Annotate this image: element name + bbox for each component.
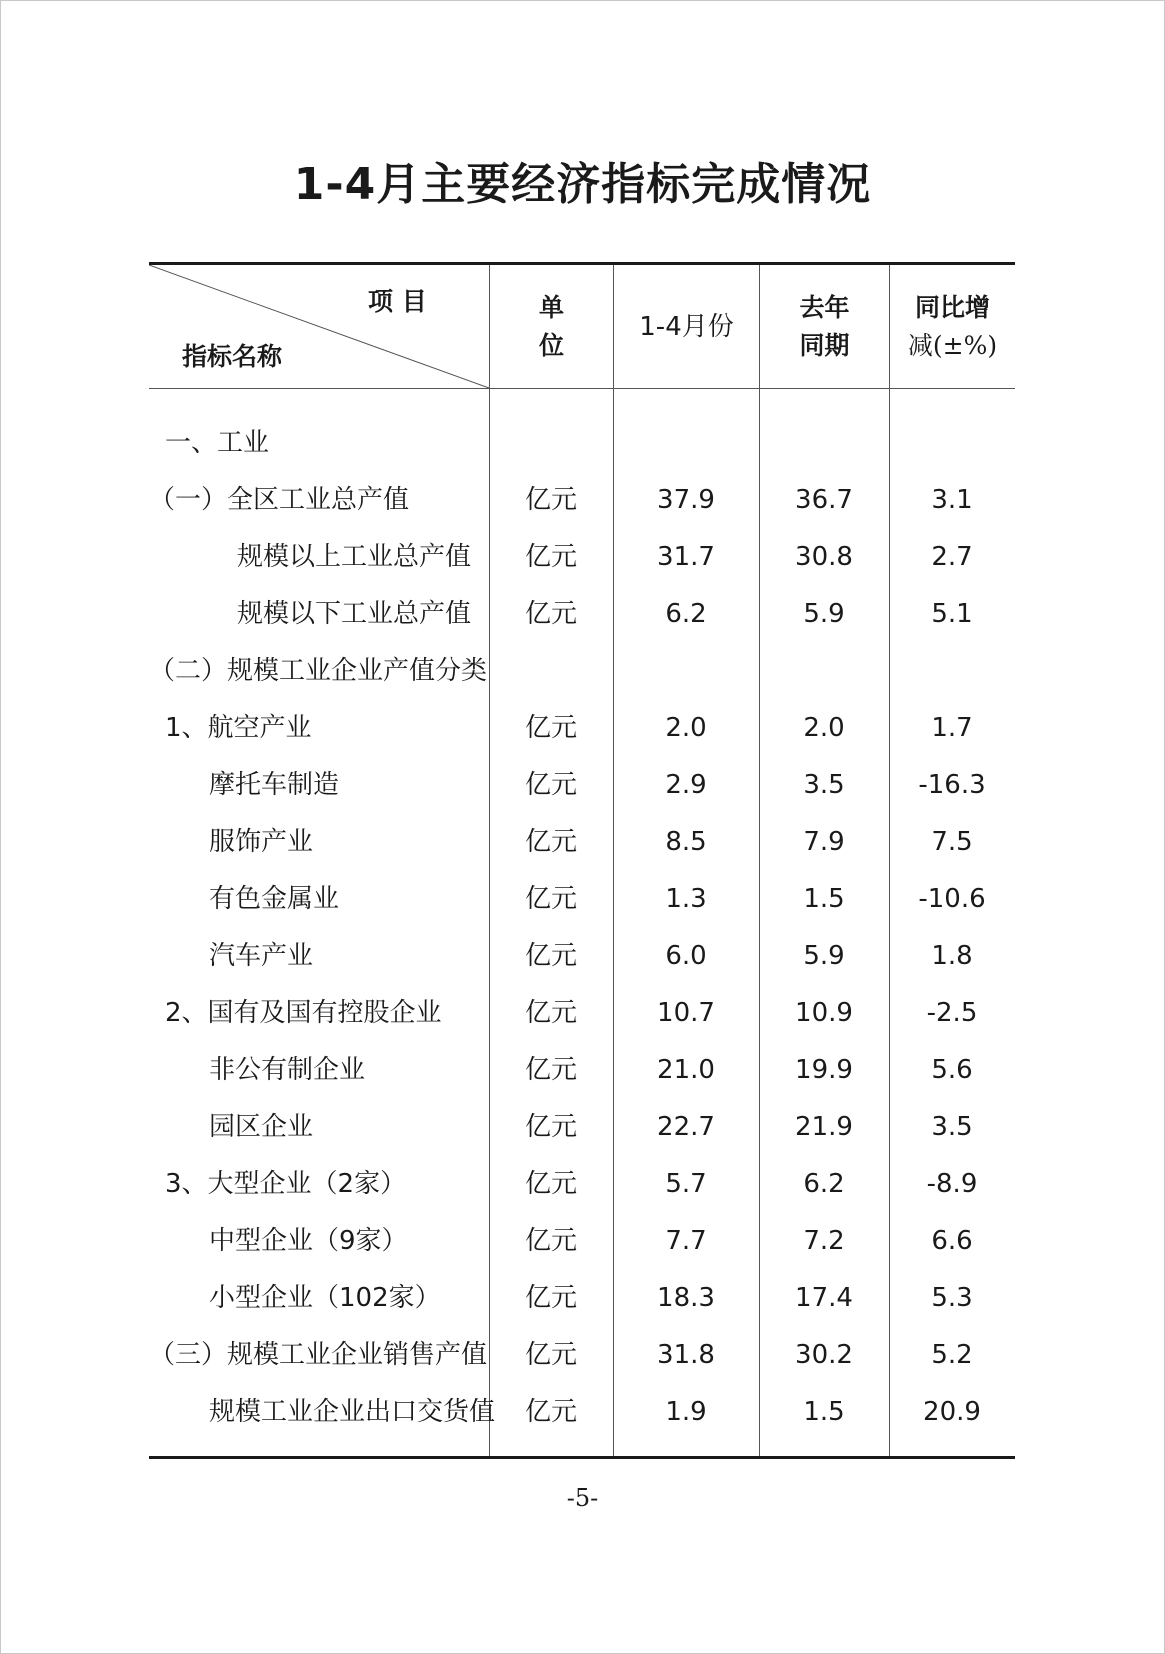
row-name: 规模工业企业出口交货值 [209, 1397, 496, 1427]
row-unit: 亿元 [524, 1226, 577, 1256]
row-current-value: 2.9 [665, 770, 707, 800]
row-name: （二）规模工业企业产值分类 [149, 656, 488, 686]
row-last-year-value: 7.9 [803, 827, 845, 857]
row-last-year-value: 6.2 [803, 1169, 845, 1199]
row-unit [489, 643, 613, 700]
row-last-year-value: 17.4 [795, 1283, 853, 1313]
row-name: （一）全区工业总产值 [149, 485, 410, 515]
table-row [149, 643, 1015, 700]
header-corner-top: 项 目 [368, 287, 427, 316]
row-unit: 亿元 [524, 485, 577, 515]
row-name: 2、国有及国有控股企业 [165, 998, 442, 1028]
row-last-year-value: 21.9 [795, 1112, 853, 1142]
row-change-percent: 20.9 [923, 1397, 981, 1427]
row-last-year-value: 2.0 [803, 713, 845, 743]
row-current-value: 10.7 [657, 998, 715, 1028]
row-change-percent: -10.6 [918, 884, 986, 914]
table-row [149, 472, 1015, 529]
table-row [149, 1213, 1015, 1270]
row-last-year-value: 10.9 [795, 998, 853, 1028]
row-current-value: 8.5 [665, 827, 707, 857]
row-unit: 亿元 [524, 998, 577, 1028]
table-row [149, 1384, 1015, 1441]
table-row [149, 1099, 1015, 1156]
row-change-percent: 3.5 [931, 1112, 973, 1142]
table-row [149, 1270, 1015, 1327]
row-change-percent: 5.3 [931, 1283, 973, 1313]
row-change-percent: 2.7 [931, 542, 973, 572]
row-last-year-value: 5.9 [803, 941, 845, 971]
row-last-year-value [759, 643, 889, 700]
row-name: 1、航空产业 [165, 713, 312, 743]
row-name: 汽车产业 [209, 941, 314, 971]
row-name: 中型企业（9家） [209, 1226, 408, 1256]
row-unit [489, 415, 613, 472]
row-current-value [613, 415, 759, 472]
row-change-percent: -2.5 [926, 998, 978, 1028]
row-name: 非公有制企业 [209, 1055, 366, 1085]
table-row [149, 871, 1015, 928]
row-last-year-value: 30.2 [795, 1340, 853, 1370]
table-row [149, 1156, 1015, 1213]
row-last-year-value: 1.5 [803, 884, 845, 914]
row-unit: 亿元 [524, 542, 577, 572]
row-current-value: 18.3 [657, 1283, 715, 1313]
row-name: 园区企业 [209, 1112, 314, 1142]
row-current-value: 6.0 [665, 941, 707, 971]
header-unit-line2: 位 [538, 331, 564, 360]
row-current-value: 7.7 [665, 1226, 707, 1256]
row-change-percent: 3.1 [931, 485, 973, 515]
row-current-value: 22.7 [657, 1112, 715, 1142]
row-unit: 亿元 [524, 827, 577, 857]
row-name: 3、大型企业（2家） [165, 1169, 407, 1199]
row-change-percent [889, 415, 1015, 472]
row-current-value [613, 643, 759, 700]
header-current: 1-4月份 [639, 312, 734, 342]
row-name: 有色金属业 [209, 884, 340, 914]
table-row [149, 415, 1015, 472]
row-unit: 亿元 [524, 1340, 577, 1370]
row-current-value: 2.0 [665, 713, 707, 743]
row-change-percent: 5.6 [931, 1055, 973, 1085]
row-unit: 亿元 [524, 599, 577, 629]
row-change-percent: -8.9 [926, 1169, 978, 1199]
row-unit: 亿元 [524, 884, 577, 914]
table-row [149, 1042, 1015, 1099]
row-change-percent: 6.6 [931, 1226, 973, 1256]
row-current-value: 31.8 [657, 1340, 715, 1370]
row-change-percent: 1.7 [931, 713, 973, 743]
row-last-year-value: 30.8 [795, 542, 853, 572]
row-last-year-value: 7.2 [803, 1226, 845, 1256]
row-change-percent: 5.2 [931, 1340, 973, 1370]
row-current-value: 1.9 [665, 1397, 707, 1427]
page-number: -5- [566, 1484, 599, 1512]
row-last-year-value: 5.9 [803, 599, 845, 629]
row-current-value: 1.3 [665, 884, 707, 914]
row-current-value: 37.9 [657, 485, 715, 515]
row-name: 规模以下工业总产值 [237, 599, 472, 629]
row-unit: 亿元 [524, 770, 577, 800]
header-corner-bottom: 指标名称 [182, 342, 283, 371]
page-title: 1-4月主要经济指标完成情况 [293, 159, 872, 210]
row-current-value: 31.7 [657, 542, 715, 572]
row-change-percent [889, 643, 1015, 700]
row-unit: 亿元 [524, 1112, 577, 1142]
row-current-value: 21.0 [657, 1055, 715, 1085]
row-last-year-value: 1.5 [803, 1397, 845, 1427]
row-name: 小型企业（102家） [209, 1283, 441, 1313]
row-last-year-value: 3.5 [803, 770, 845, 800]
row-unit: 亿元 [524, 713, 577, 743]
row-unit: 亿元 [524, 1055, 577, 1085]
table-row [149, 700, 1015, 757]
row-name: （三）规模工业企业销售产值 [149, 1340, 488, 1370]
table-row [149, 757, 1015, 814]
row-change-percent: 5.1 [931, 599, 973, 629]
table-row [149, 814, 1015, 871]
table-row [149, 529, 1015, 586]
row-unit: 亿元 [524, 1283, 577, 1313]
table-bottom-rule [149, 1456, 1015, 1459]
row-last-year-value: 19.9 [795, 1055, 853, 1085]
header-last-line1: 去年 [799, 293, 850, 322]
row-change-percent: 1.8 [931, 941, 973, 971]
row-name: 摩托车制造 [209, 770, 340, 800]
table-row [149, 985, 1015, 1042]
header-change-line2: 减(±%) [907, 331, 998, 360]
header-last-line2: 同期 [799, 331, 850, 360]
table-row [149, 928, 1015, 985]
row-last-year-value: 36.7 [795, 485, 853, 515]
row-name: 一、工业 [165, 428, 270, 458]
row-unit: 亿元 [524, 941, 577, 971]
row-current-value: 5.7 [665, 1169, 707, 1199]
table-row [149, 1327, 1015, 1384]
row-current-value: 6.2 [665, 599, 707, 629]
row-unit: 亿元 [524, 1169, 577, 1199]
row-name: 服饰产业 [209, 827, 314, 857]
header-unit-line1: 单 [538, 293, 564, 322]
table-row [149, 586, 1015, 643]
row-change-percent: -16.3 [918, 770, 986, 800]
row-unit: 亿元 [524, 1397, 577, 1427]
row-change-percent: 7.5 [931, 827, 973, 857]
header-change-line1: 同比增 [914, 293, 990, 322]
row-name: 规模以上工业总产值 [237, 542, 472, 572]
row-last-year-value [759, 415, 889, 472]
